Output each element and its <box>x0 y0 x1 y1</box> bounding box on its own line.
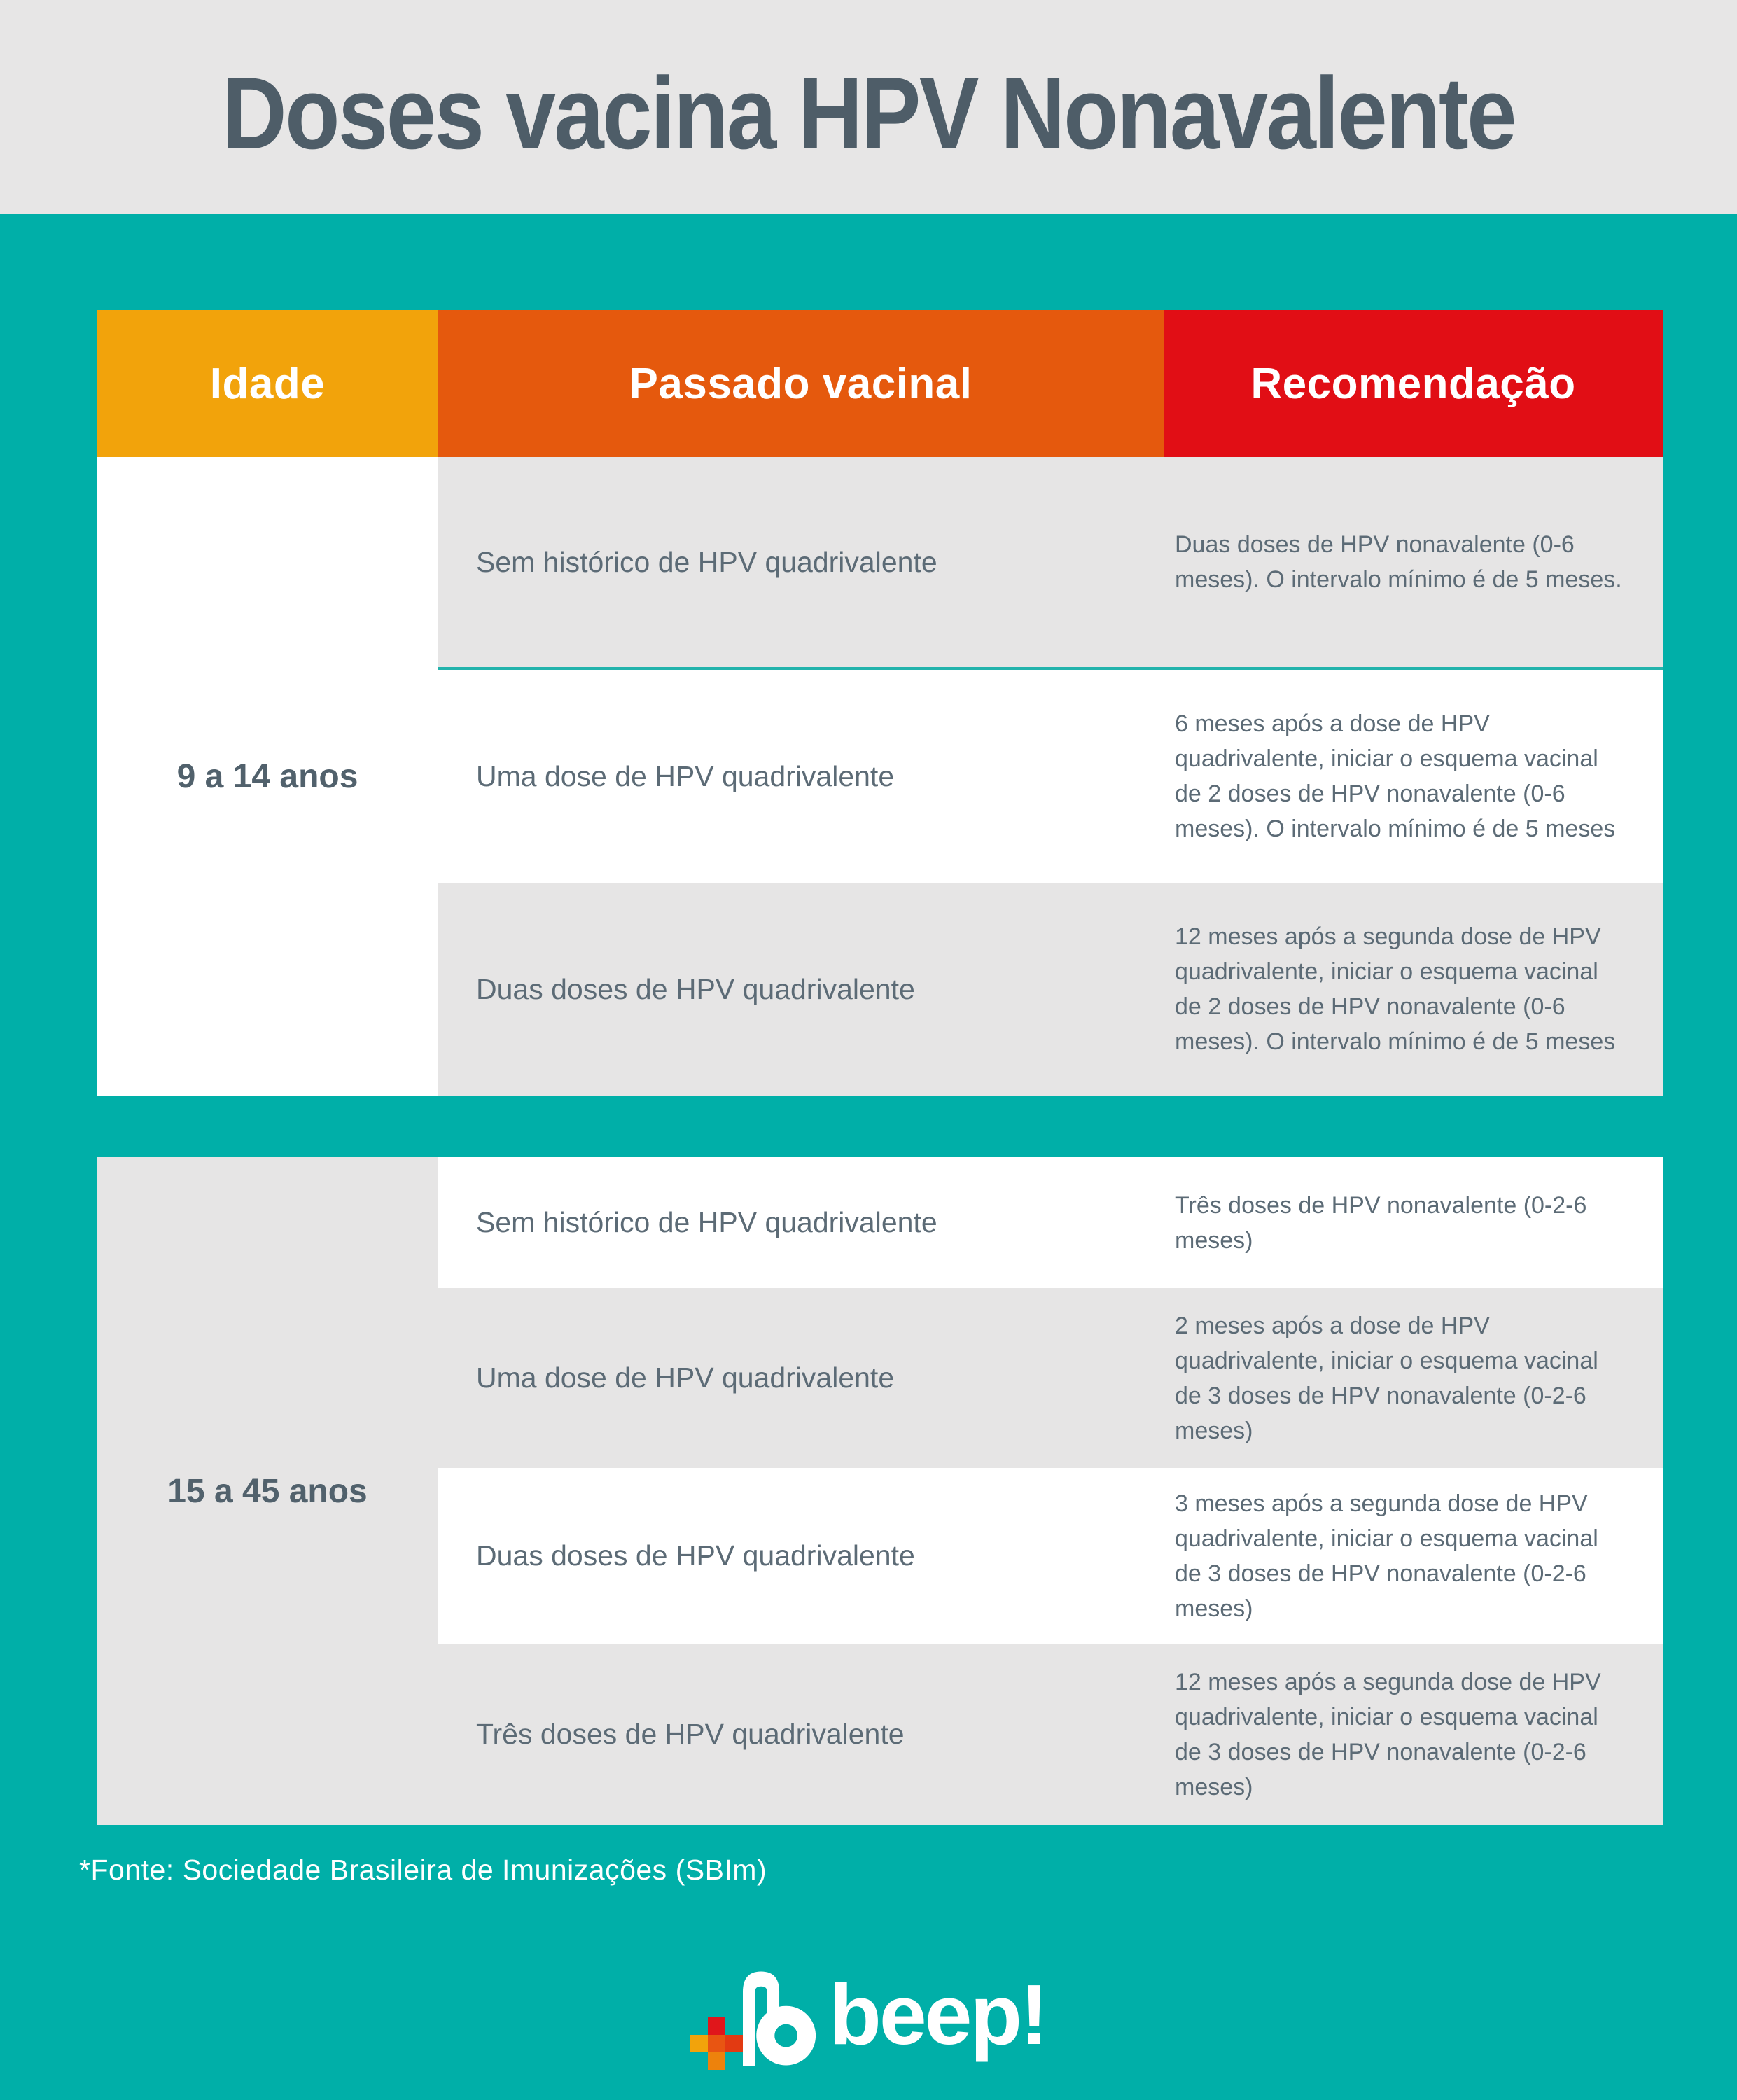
table-cell-history: Três doses de HPV quadrivalente <box>438 1644 1164 1825</box>
table-cell-history: Uma dose de HPV quadrivalente <box>438 1288 1164 1468</box>
table-cell-history: Uma dose de HPV quadrivalente <box>438 670 1164 883</box>
cross-pixel-icon <box>708 2035 725 2052</box>
beep-logo-text: beep! <box>829 1967 1047 2062</box>
age-group-label: 9 a 14 anos <box>97 457 438 1096</box>
title-band <box>0 0 1737 214</box>
cross-pixel-icon <box>708 2052 725 2070</box>
vaccine-table-9-14 <box>97 310 1663 1096</box>
table-cell-recommendation: 2 meses após a dose de HPV quadrivalente, iniciar o esquema vacinal de 3 doses de HPV nonavalente (0-2-6 meses) <box>1164 1288 1663 1468</box>
column-header-passado-vacinal: Passado vacinal <box>438 310 1164 457</box>
cross-pixel-icon <box>708 2017 725 2035</box>
table-cell-recommendation: 12 meses após a segunda dose de HPV quadrivalente, iniciar o esquema vacinal de 2 doses de HPV nonavalente (0-6 meses). O intervalo mínimo é de 5 meses <box>1164 883 1663 1096</box>
table-cell-recommendation: 3 meses após a segunda dose de HPV quadrivalente, iniciar o esquema vacinal de 3 doses de HPV nonavalente (0-2-6 meses) <box>1164 1468 1663 1644</box>
table-cell-history: Sem histórico de HPV quadrivalente <box>438 457 1164 670</box>
table-cell-recommendation: 12 meses após a segunda dose de HPV quadrivalente, iniciar o esquema vacinal de 3 doses de HPV nonavalente (0-2-6 meses) <box>1164 1644 1663 1825</box>
table-cell-recommendation: 6 meses após a dose de HPV quadrivalente, iniciar o esquema vacinal de 2 doses de HPV nonavalente (0-6 meses). O intervalo mínimo é de 5 meses <box>1164 670 1663 883</box>
cross-pixel-icon <box>725 2035 743 2052</box>
table-cell-recommendation: Duas doses de HPV nonavalente (0-6 meses). O intervalo mínimo é de 5 meses. <box>1164 457 1663 670</box>
table-cell-history: Duas doses de HPV quadrivalente <box>438 883 1164 1096</box>
beep-logo <box>0 1966 1737 2073</box>
page-title: Doses vacina HPV Nonavalente <box>222 55 1515 170</box>
source-note: *Fonte: Sociedade Brasileira de Imunizações (SBIm) <box>79 1854 767 1886</box>
table-cell-history: Duas doses de HPV quadrivalente <box>438 1468 1164 1644</box>
cross-pixel-icon <box>690 2035 708 2052</box>
table-cell-history: Sem histórico de HPV quadrivalente <box>438 1157 1164 1288</box>
beep-logo-mark <box>690 1967 818 2072</box>
column-header-idade: Idade <box>97 310 438 457</box>
vaccine-table-15-45 <box>97 1157 1663 1825</box>
table-cell-recommendation: Três doses de HPV nonavalente (0-2-6 meses) <box>1164 1157 1663 1288</box>
b-heart-icon <box>743 1967 817 2071</box>
column-header-recomendacao: Recomendação <box>1164 310 1663 457</box>
age-group-label: 15 a 45 anos <box>97 1157 438 1825</box>
